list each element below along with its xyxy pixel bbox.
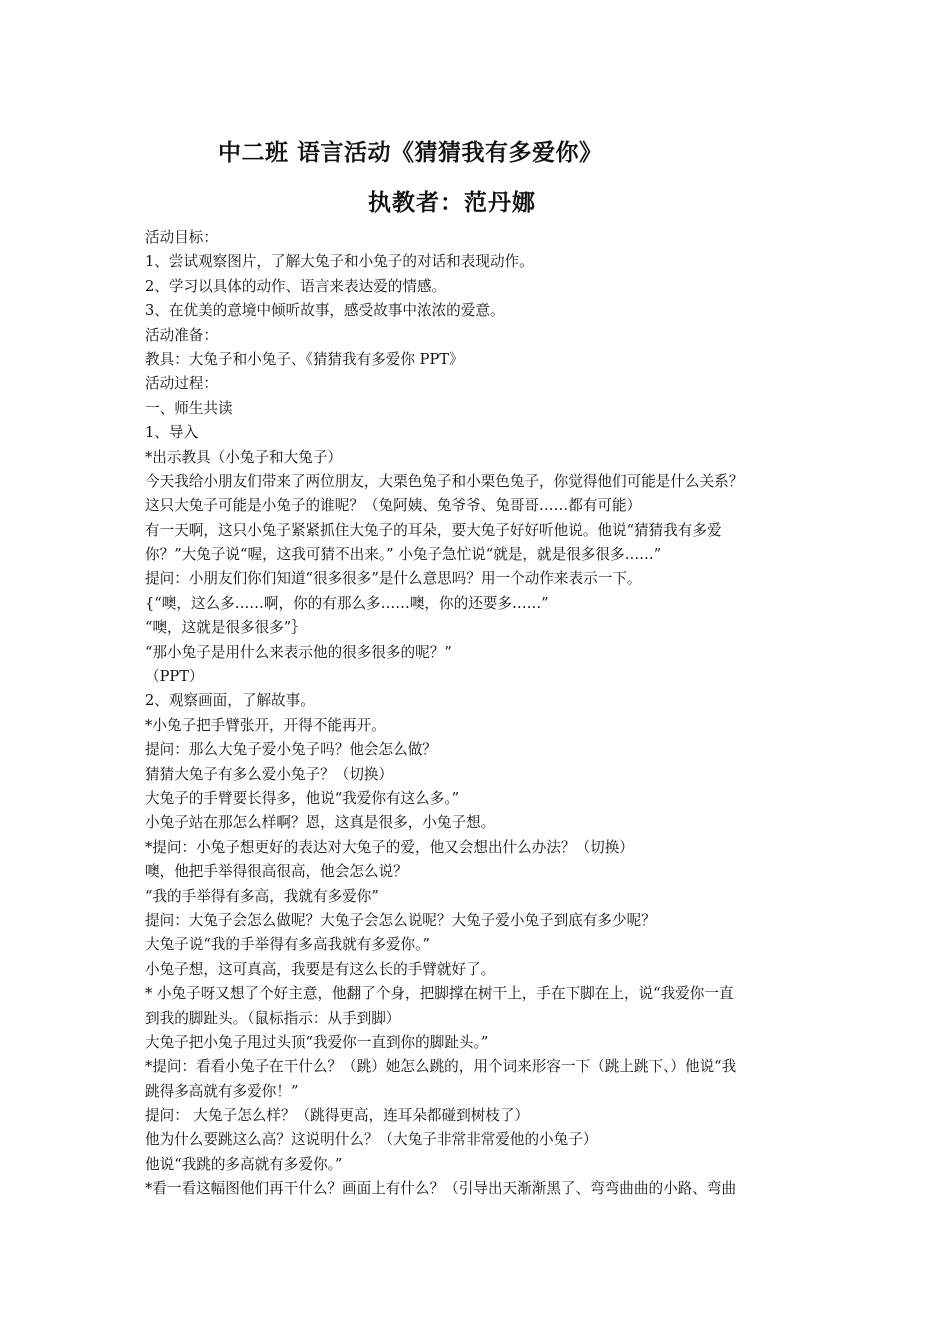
body-line: “那小兔子是用什么来表示他的很多很多的呢？” (145, 643, 452, 661)
body-line: 教具：大兔子和小兔子、《猜猜我有多爱你 PPT》 (145, 350, 464, 368)
body-line: 有一天啊，这只小兔子紧紧抓住大兔子的耳朵，要大兔子好好听他说。他说“猜猜我有多爱 (145, 521, 722, 539)
body-line: 今天我给小朋友们带来了两位朋友，大栗色兔子和小栗色兔子，你觉得他们可能是什么关系？ (145, 472, 744, 490)
body-line: 小兔子站在那怎么样啊？恩，这真是很多，小兔子想。 (145, 814, 496, 832)
body-line: *看一看这幅图他们再干什么？画面上有什么？（引导出天渐渐黑了、弯弯曲曲的小路、弯曲 (145, 1180, 737, 1198)
body-line: 1、尝试观察图片，了解大兔子和小兔子的对话和表现动作。 (145, 253, 534, 271)
body-line: 大兔子说“我的手举得有多高我就有多爱你。” (145, 936, 430, 954)
body-line: *出示教具（小兔子和大兔子） (145, 448, 343, 466)
body-line: 活动准备： (145, 326, 218, 344)
body-line: 提问： 大兔子怎么样？（跳得更高，连耳朵都碰到树枝了） (145, 1107, 530, 1125)
body-line: *提问：看看小兔子在干什么？（跳）她怎么跳的，用个词来形容一下（跳上跳下、）他说“我 (145, 1058, 737, 1076)
body-line: 他说“我跳的多高就有多爱你。” (145, 1155, 343, 1173)
body-line: 他为什么要跳这么高？这说明什么？（大兔子非常非常爱他的小兔子） (145, 1131, 598, 1149)
body-line: “我的手举得有多高，我就有多爱你” (145, 887, 379, 905)
body-line: 提问：那么大兔子爱小兔子吗？他会怎么做？ (145, 741, 437, 759)
body-line: {“噢，这么多……啊，你的有那么多……噢，你的还要多……” (145, 594, 549, 612)
body-line: 大兔子把小兔子甩过头顶“我爱你一直到你的脚趾头。” (145, 1033, 489, 1051)
body-line: 这只大兔子可能是小兔子的谁呢？（兔阿姨、兔爷爷、兔哥哥……都有可能） (145, 497, 642, 515)
body-line: 活动目标： (145, 229, 218, 246)
body-line: *提问：小兔子想更好的表达对大兔子的爱，他又会想出什么办法？（切换） (145, 838, 634, 856)
document-title: 中二班 语言活动《猜猜我有多爱你》 (218, 140, 603, 166)
body-line: *小兔子把手臂张开，开得不能再开。 (145, 716, 386, 734)
body-line: “噢，这就是很多很多”｝ (145, 619, 306, 637)
body-line: 提问：大兔子会怎么做呢？大兔子会怎么说呢？大兔子爱小兔子到底有多少呢？ (145, 911, 656, 929)
body-line: 小兔子想，这可真高，我要是有这么长的手臂就好了。 (145, 960, 496, 978)
body-line: 提问：小朋友们你们知道“很多很多”是什么意思吗？用一个动作来表示一下。 (145, 570, 642, 588)
body-line: 2、观察画面，了解故事。 (145, 692, 315, 710)
body-line: 1、导入 (145, 424, 199, 442)
document-body (145, 226, 825, 1202)
document-author: 执教者：范丹娜 (368, 190, 536, 216)
body-line: 噢，他把手举得很高很高，他会怎么说？ (145, 863, 408, 881)
body-line: 活动过程： (145, 375, 218, 393)
body-line: 3、在优美的意境中倾听故事，感受故事中浓浓的爱意。 (145, 302, 505, 320)
body-line: 一、师生共读 (145, 399, 233, 417)
body-line: 2、学习以具体的动作、语言来表达爱的情感。 (145, 277, 447, 295)
body-line: 你？”大兔子说“喔，这我可猜不出来。” 小兔子急忙说“就是，就是很多很多……” (145, 546, 662, 564)
body-line: 跳得多高就有多爱你！” (145, 1082, 299, 1100)
body-line: * 小兔子呀又想了个好主意，他翻了个身，把脚撑在树干上，手在下脚在上，说“我爱你一直 (145, 985, 734, 1003)
body-line: （PPT） (145, 668, 204, 686)
body-line: 到我的脚趾头。（鼠标指示：从手到脚） (145, 1009, 401, 1027)
body-line: 猜猜大兔子有多么爱小兔子？（切换） (145, 765, 394, 783)
body-line: 大兔子的手臂要长得多，他说“我爱你有这么多。” (145, 789, 460, 807)
